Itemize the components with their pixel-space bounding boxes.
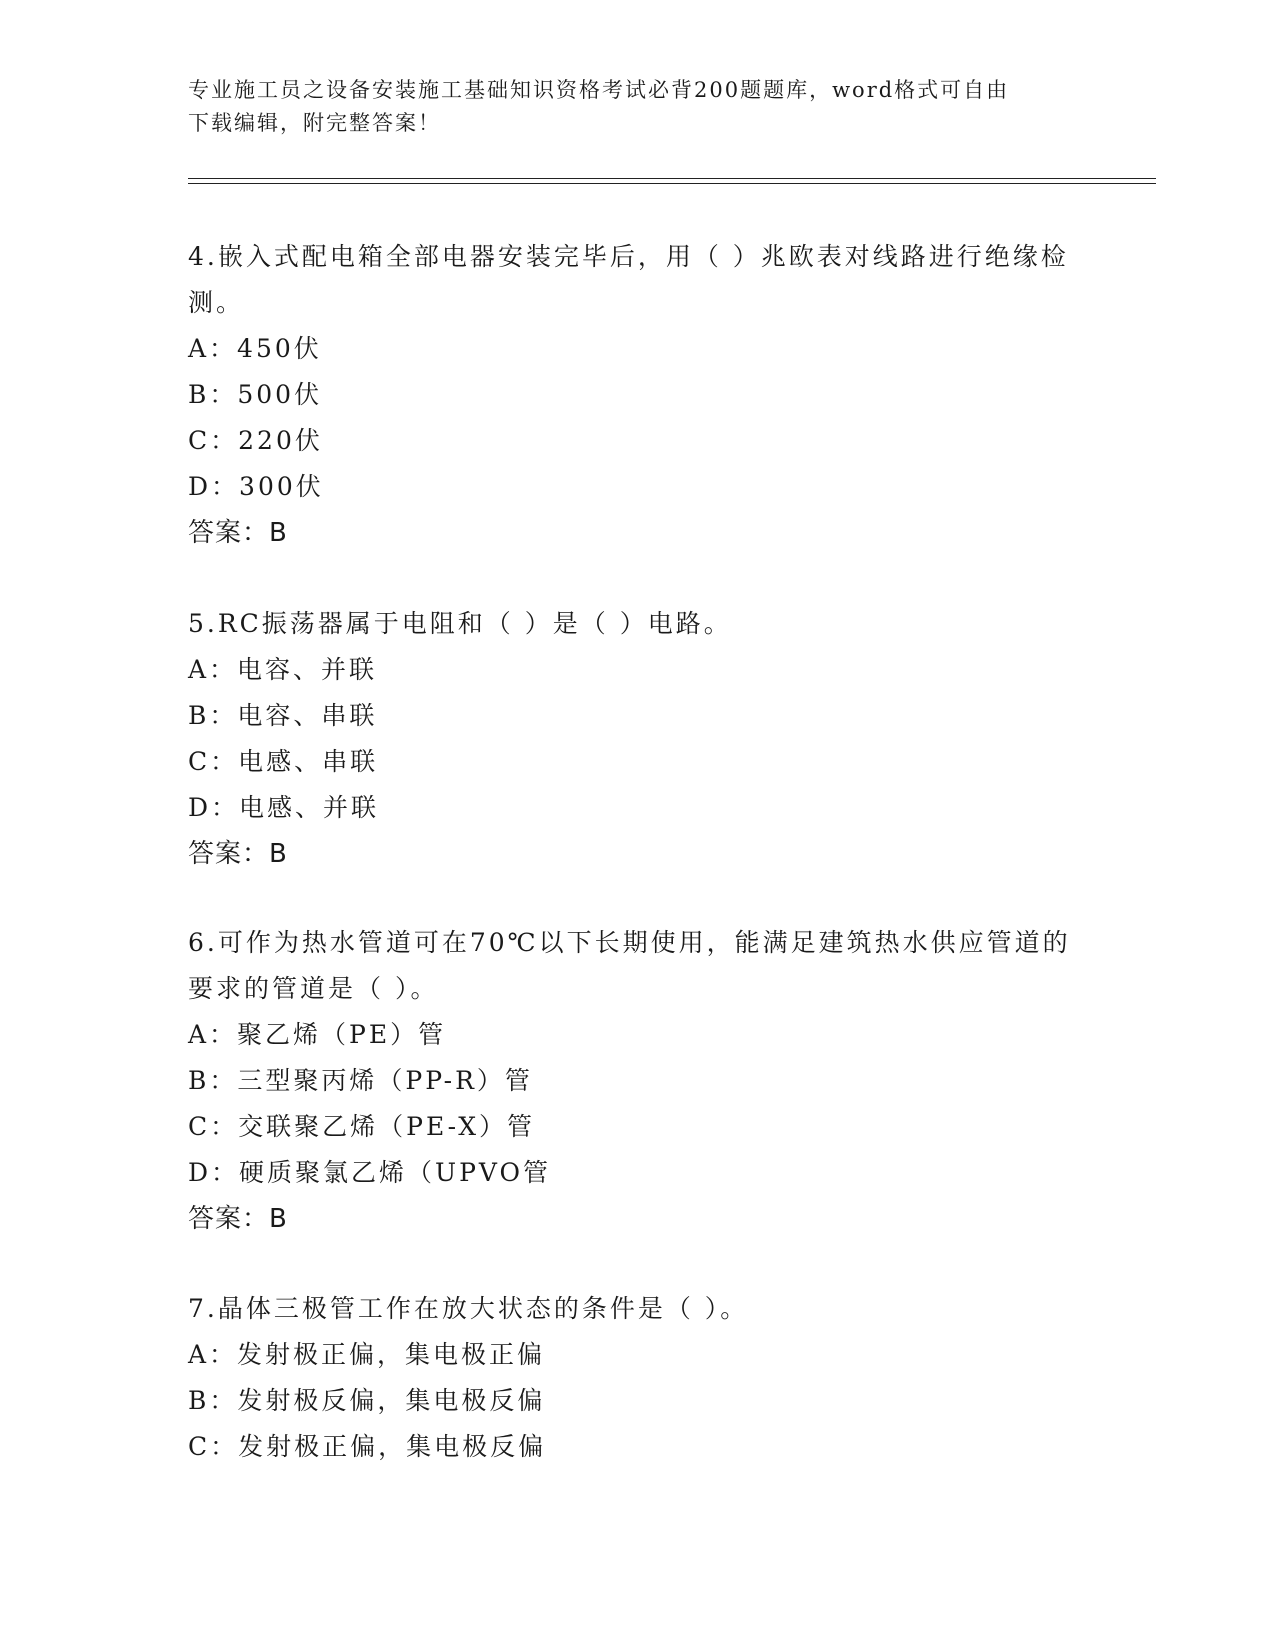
option-b: B：发射极反偏，集电极反偏 (188, 1386, 546, 1415)
option-a: A：聚乙烯（PE）管 (188, 1020, 447, 1049)
header-line-2: 下载编辑，附完整答案！ (188, 111, 441, 135)
option-d: D：硬质聚氯乙烯（UPVO管 (188, 1158, 552, 1187)
option-d: D：电感、并联 (188, 793, 380, 822)
option-c: C：220伏 (188, 426, 323, 455)
option-c: C：交联聚乙烯（PE-X）管 (188, 1112, 536, 1141)
question-stem: 5.RC振荡器属于电阻和（ ）是（ ）电路。 (188, 609, 732, 638)
answer: 答案：B (188, 518, 288, 548)
option-a: A：电容、并联 (188, 655, 378, 684)
option-c: C：发射极正偏，集电极反偏 (188, 1432, 547, 1461)
question-7 (188, 1286, 1088, 1470)
option-a: A：发射极正偏，集电极正偏 (188, 1340, 546, 1369)
option-d: D：300伏 (188, 472, 324, 501)
question-stem: 7.晶体三极管工作在放大状态的条件是（ ）。 (188, 1294, 749, 1323)
option-b: B：三型聚丙烯（PP-R）管 (188, 1066, 533, 1095)
question-6 (188, 920, 1088, 1242)
question-stem: 6.可作为热水管道可在70℃以下长期使用，能满足建筑热水供应管道的要求的管道是（ ）。 (188, 928, 1071, 1003)
option-b: B：500伏 (188, 380, 323, 409)
option-c: C：电感、串联 (188, 747, 379, 776)
answer: 答案：B (188, 1204, 288, 1234)
answer: 答案：B (188, 839, 288, 869)
header-line-1: 专业施工员之设备安装施工基础知识资格考试必背200题题库，word格式可自由 (188, 78, 1010, 102)
document-header (188, 74, 1068, 140)
option-b: B：电容、串联 (188, 701, 378, 730)
header-divider-bottom (188, 183, 1156, 184)
question-5 (188, 601, 1088, 877)
question-stem: 4.嵌入式配电箱全部电器安装完毕后，用（ ）兆欧表对线路进行绝缘检测。 (188, 242, 1069, 317)
question-4 (188, 234, 1088, 556)
option-a: A：450伏 (188, 334, 322, 363)
header-divider-top (188, 178, 1156, 179)
